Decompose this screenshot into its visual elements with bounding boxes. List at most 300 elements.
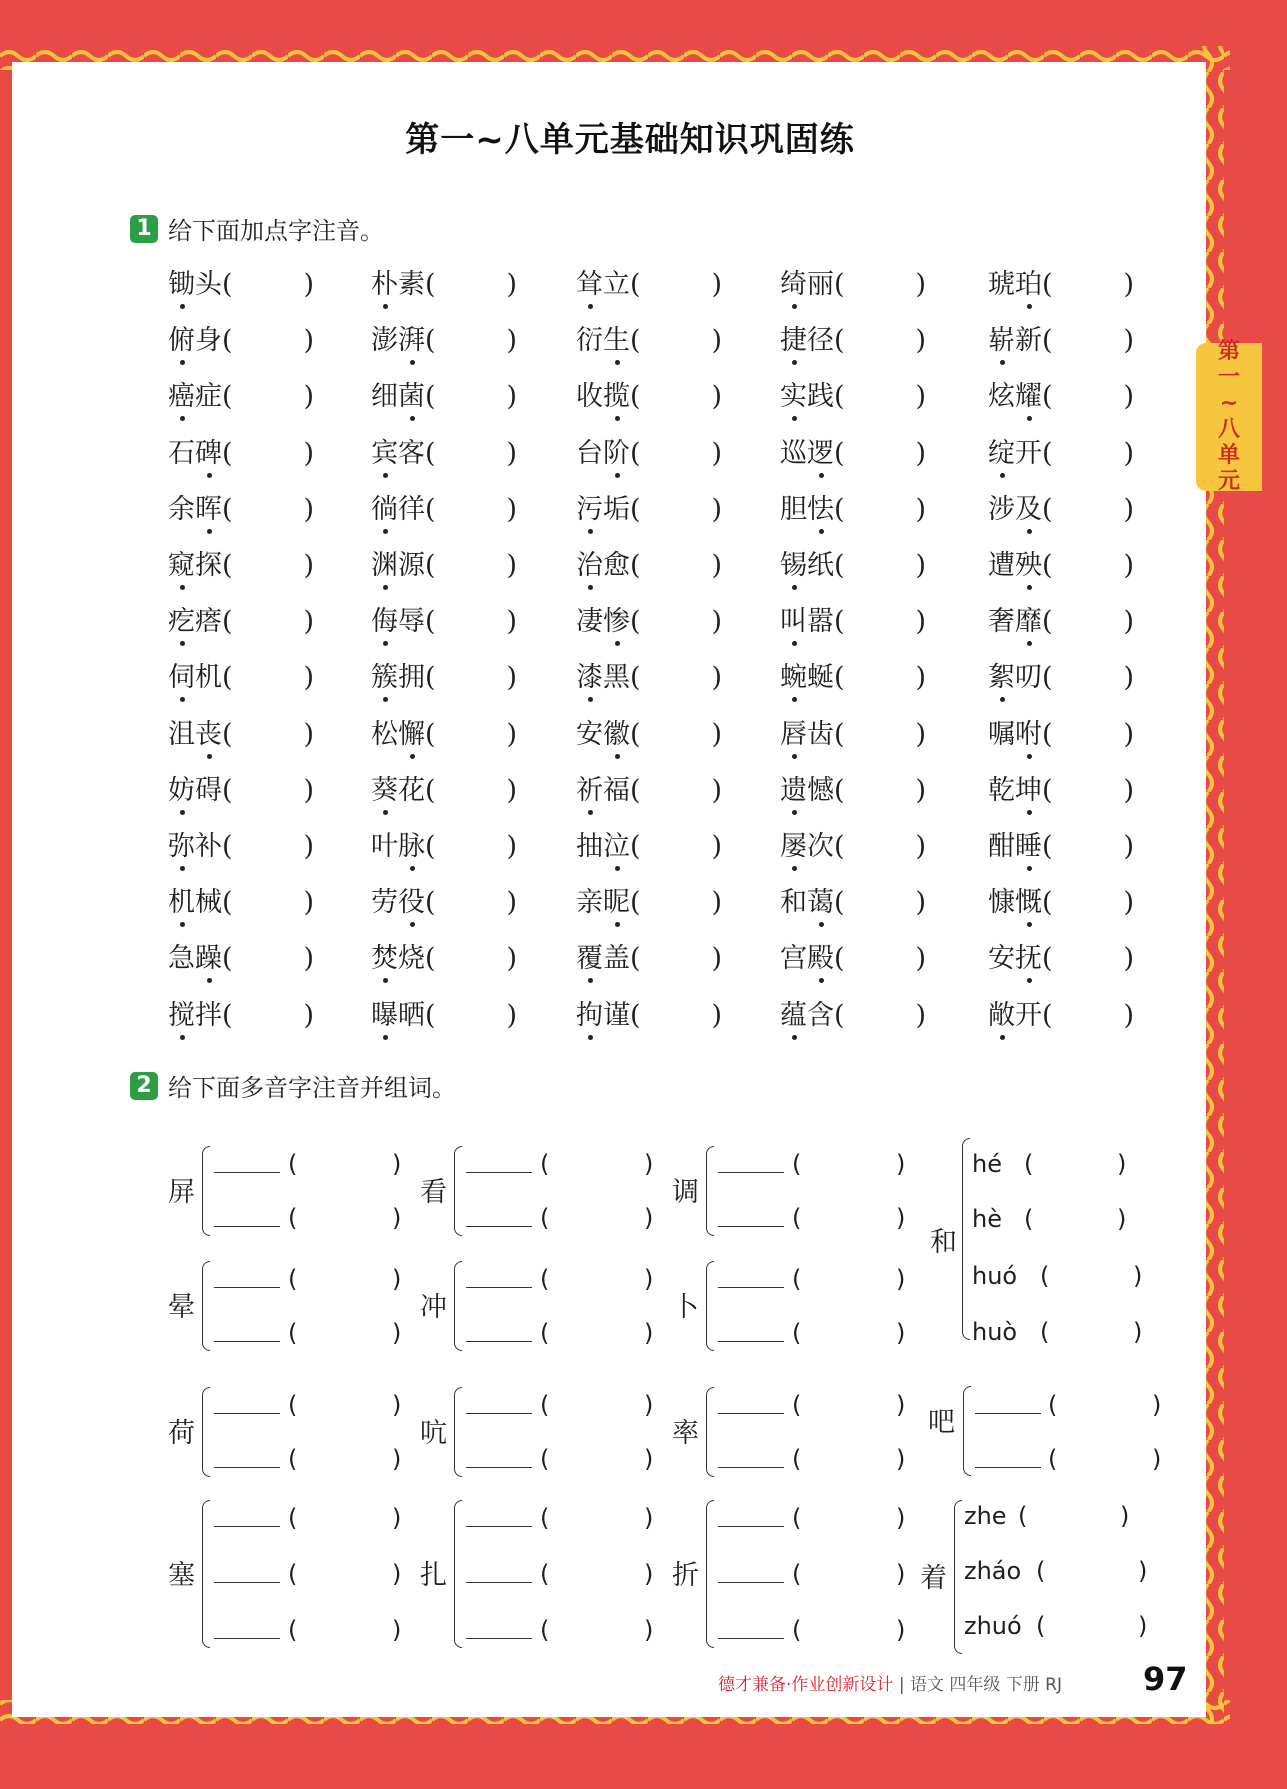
answer-blank[interactable]: ( ) — [1042, 831, 1134, 862]
pinyin-paren-open: ( — [540, 1560, 550, 1588]
pinyin-paren-open: ( — [540, 1391, 550, 1419]
answer-blank[interactable]: ( ) — [630, 719, 722, 750]
pinyin-paren-close: ) — [392, 1150, 402, 1178]
word: 嘱咐 — [988, 718, 1042, 750]
zhe-pinyin: zhuó — [964, 1612, 1022, 1640]
word: 渊源 — [371, 550, 425, 581]
answer-blank[interactable]: ( ) — [1042, 494, 1134, 525]
answer-blank[interactable]: ( ) — [425, 831, 517, 862]
word: 疙瘩 — [168, 606, 222, 638]
word-blank[interactable] — [718, 1341, 784, 1342]
word: 叶脉 — [371, 831, 425, 862]
word-cell — [988, 599, 1134, 638]
page-title: 第一~八单元基础知识巩固练 — [405, 120, 855, 160]
answer-blank[interactable]: ( ) — [425, 719, 517, 750]
word: 机械 — [168, 887, 222, 919]
pinyin-paren-close: ) — [644, 1616, 654, 1644]
section-number: 2 — [130, 1072, 158, 1100]
polyphonic-char: 率 — [672, 1418, 699, 1449]
brace — [454, 1500, 462, 1648]
word: 劳役 — [371, 887, 425, 919]
pinyin-paren-close: ) — [1133, 1318, 1143, 1346]
word-blank[interactable] — [214, 1413, 280, 1414]
word-cell — [988, 936, 1134, 975]
word-cell — [371, 431, 517, 470]
word-cell — [780, 712, 926, 751]
pinyin-paren-close: ) — [644, 1265, 654, 1293]
zhe-pinyin: zháo — [964, 1557, 1022, 1585]
word-blank[interactable] — [718, 1287, 784, 1288]
section-2-heading — [130, 1068, 456, 1103]
brace — [202, 1500, 210, 1648]
pinyin-paren-open: ( — [1036, 1612, 1046, 1640]
pinyin-paren-close: ) — [1152, 1445, 1162, 1473]
word-cell — [168, 880, 314, 919]
brace — [454, 1387, 462, 1477]
word: 妨碍 — [168, 774, 222, 806]
word-row — [168, 487, 1168, 527]
answer-blank[interactable]: ( ) — [222, 1000, 314, 1031]
word-row — [168, 768, 1168, 808]
word: 葵花 — [371, 774, 425, 806]
word-cell — [576, 262, 722, 301]
answer-blank[interactable]: ( ) — [425, 550, 517, 581]
word-cell — [576, 543, 722, 582]
pinyin-paren-close: ) — [644, 1504, 654, 1532]
polyphonic-char: 折 — [672, 1560, 699, 1591]
section-heading-text: 给下面加点字注音。 — [168, 217, 384, 245]
answer-blank[interactable]: ( ) — [222, 887, 314, 918]
word: 收揽 — [576, 381, 630, 413]
word-blank[interactable] — [466, 1226, 532, 1227]
word: 叫嚣 — [780, 606, 834, 638]
answer-blank[interactable]: ( ) — [222, 438, 314, 469]
pinyin-paren-open: ( — [792, 1150, 802, 1178]
answer-blank[interactable]: ( ) — [834, 381, 926, 412]
pinyin-paren-close: ) — [1152, 1391, 1162, 1419]
pinyin-paren-close: ) — [392, 1391, 402, 1419]
answer-blank[interactable]: ( ) — [834, 1000, 926, 1031]
answer-blank[interactable]: ( ) — [1042, 381, 1134, 412]
word: 涉及 — [988, 493, 1042, 525]
answer-blank[interactable]: ( ) — [1042, 1000, 1134, 1031]
word-cell — [988, 655, 1134, 694]
answer-blank[interactable]: ( ) — [630, 494, 722, 525]
word: 污垢 — [576, 493, 630, 525]
word-cell — [988, 262, 1134, 301]
pinyin-paren-open: ( — [1040, 1262, 1050, 1290]
word: 衍生 — [576, 325, 630, 357]
word-cell — [168, 431, 314, 470]
word-blank[interactable] — [718, 1582, 784, 1583]
word-cell — [371, 993, 517, 1032]
answer-blank[interactable]: ( ) — [1042, 325, 1134, 356]
word-cell — [371, 487, 517, 526]
word-cell — [168, 936, 314, 975]
answer-blank[interactable]: ( ) — [425, 1000, 517, 1031]
word-cell — [780, 768, 926, 807]
answer-blank[interactable]: ( ) — [630, 606, 722, 637]
word: 细菌 — [371, 381, 425, 413]
word-cell — [576, 487, 722, 526]
pinyin-paren-open: ( — [1018, 1502, 1028, 1530]
pinyin-paren-close: ) — [896, 1504, 906, 1532]
word: 锄头 — [168, 269, 222, 300]
word: 弥补 — [168, 831, 222, 862]
word-cell — [168, 374, 314, 413]
unit-side-tab: 第 一 ~ 八 单 元 — [1196, 343, 1262, 491]
pinyin-paren-open: ( — [540, 1265, 550, 1293]
word-blank[interactable] — [466, 1413, 532, 1414]
pinyin-paren-close: ) — [896, 1319, 906, 1347]
word-blank[interactable] — [466, 1287, 532, 1288]
word-cell — [371, 712, 517, 751]
pinyin-paren-close: ) — [392, 1445, 402, 1473]
word-cell — [576, 431, 722, 470]
word-cell — [988, 824, 1134, 863]
polyphonic-char: 调 — [672, 1177, 699, 1208]
word-blank[interactable] — [718, 1638, 784, 1639]
answer-blank[interactable]: ( ) — [834, 887, 926, 918]
pinyin-paren-close: ) — [392, 1504, 402, 1532]
word-cell — [780, 824, 926, 863]
answer-blank[interactable]: ( ) — [222, 325, 314, 356]
answer-blank[interactable]: ( ) — [630, 831, 722, 862]
word-blank[interactable] — [466, 1582, 532, 1583]
word: 曝晒 — [371, 999, 425, 1031]
word: 和蔼 — [780, 887, 834, 919]
word-row — [168, 936, 1168, 976]
word-cell — [576, 655, 722, 694]
word-blank[interactable] — [718, 1526, 784, 1527]
answer-blank[interactable]: ( ) — [425, 943, 517, 974]
answer-blank[interactable]: ( ) — [1042, 606, 1134, 637]
answer-blank[interactable]: ( ) — [834, 662, 926, 693]
answer-blank[interactable]: ( ) — [1042, 775, 1134, 806]
word: 琥珀 — [988, 269, 1042, 300]
word-blank[interactable] — [466, 1526, 532, 1527]
answer-blank[interactable]: ( ) — [425, 269, 517, 300]
word-row — [168, 655, 1168, 695]
word-cell — [168, 768, 314, 807]
pinyin-paren-open: ( — [1036, 1557, 1046, 1585]
word-row — [168, 993, 1168, 1033]
word-cell — [576, 374, 722, 413]
word-blank[interactable] — [214, 1582, 280, 1583]
word-row — [168, 880, 1168, 920]
word-blank[interactable] — [466, 1341, 532, 1342]
word-row — [168, 374, 1168, 414]
brace — [202, 1387, 210, 1477]
answer-blank[interactable]: ( ) — [222, 269, 314, 300]
pinyin-paren-close: ) — [896, 1265, 906, 1293]
word: 搅拌 — [168, 999, 222, 1031]
word-cell — [371, 374, 517, 413]
word-row — [168, 318, 1168, 358]
word-cell — [371, 936, 517, 975]
word: 蜿蜒 — [780, 662, 834, 694]
word-row — [168, 824, 1168, 864]
word: 癌症 — [168, 381, 222, 413]
word-cell — [576, 936, 722, 975]
polyphonic-char: 荷 — [168, 1418, 195, 1449]
pinyin-paren-close: ) — [644, 1560, 654, 1588]
answer-blank[interactable]: ( ) — [834, 438, 926, 469]
pinyin-paren-close: ) — [392, 1560, 402, 1588]
answer-blank[interactable]: ( ) — [222, 381, 314, 412]
word-blank[interactable] — [466, 1467, 532, 1468]
page-number: 97 — [1143, 1660, 1188, 1698]
word: 酣睡 — [988, 831, 1042, 862]
word-cell — [576, 712, 722, 751]
polyphonic-char: 塞 — [168, 1560, 195, 1591]
polyphonic-char: 晕 — [168, 1292, 195, 1323]
word-cell — [780, 431, 926, 470]
pinyin-paren-open: ( — [540, 1445, 550, 1473]
answer-blank[interactable]: ( ) — [834, 269, 926, 300]
answer-blank[interactable]: ( ) — [222, 831, 314, 862]
pinyin-paren-open: ( — [288, 1150, 298, 1178]
brace — [454, 1146, 462, 1236]
answer-blank[interactable]: ( ) — [834, 775, 926, 806]
answer-blank[interactable]: ( ) — [425, 887, 517, 918]
word-cell — [168, 543, 314, 582]
pinyin-paren-close: ) — [644, 1319, 654, 1347]
answer-blank[interactable]: ( ) — [425, 381, 517, 412]
answer-blank[interactable]: ( ) — [425, 438, 517, 469]
word-blank[interactable] — [214, 1172, 280, 1173]
word-blank[interactable] — [466, 1638, 532, 1639]
word: 胆怯 — [780, 493, 834, 525]
answer-blank[interactable]: ( ) — [834, 550, 926, 581]
word-row — [168, 543, 1168, 583]
word-cell — [780, 655, 926, 694]
word-cell — [780, 880, 926, 919]
answer-blank[interactable]: ( ) — [425, 494, 517, 525]
word-blank[interactable] — [214, 1226, 280, 1227]
word: 唇齿 — [780, 718, 834, 750]
word-cell — [371, 880, 517, 919]
word-cell — [988, 543, 1134, 582]
word: 伺机 — [168, 662, 222, 694]
word-blank[interactable] — [214, 1287, 280, 1288]
answer-blank[interactable]: ( ) — [1042, 943, 1134, 974]
answer-blank[interactable]: ( ) — [630, 662, 722, 693]
answer-blank[interactable]: ( ) — [1042, 550, 1134, 581]
word: 漆黑 — [576, 662, 630, 694]
answer-blank[interactable]: ( ) — [222, 719, 314, 750]
answer-blank[interactable]: ( ) — [222, 550, 314, 581]
polyphonic-char: 吭 — [420, 1418, 447, 1449]
brace — [706, 1261, 714, 1351]
answer-blank[interactable]: ( ) — [222, 943, 314, 974]
answer-blank[interactable]: ( ) — [425, 775, 517, 806]
pinyin-paren-open: ( — [288, 1391, 298, 1419]
word: 巡逻 — [780, 437, 834, 469]
zhe-pinyin: zhe — [964, 1502, 1007, 1530]
word-cell — [371, 318, 517, 357]
answer-blank[interactable]: ( ) — [630, 269, 722, 300]
word-cell — [371, 824, 517, 863]
answer-blank[interactable]: ( ) — [834, 325, 926, 356]
word: 拘谨 — [576, 999, 630, 1031]
word-blank[interactable] — [975, 1413, 1041, 1414]
word: 绽开 — [988, 437, 1042, 469]
pinyin-paren-open: ( — [792, 1391, 802, 1419]
word-cell — [168, 262, 314, 301]
answer-blank[interactable]: ( ) — [1042, 719, 1134, 750]
word: 窥探 — [168, 550, 222, 581]
word-cell — [780, 262, 926, 301]
footer — [718, 1670, 1062, 1695]
answer-blank[interactable]: ( ) — [1042, 662, 1134, 693]
brace — [962, 1138, 970, 1340]
word-cell — [988, 431, 1134, 470]
pinyin-paren-close: ) — [1138, 1557, 1148, 1585]
word-cell — [371, 262, 517, 301]
word-cell — [576, 824, 722, 863]
word-cell — [988, 712, 1134, 751]
answer-blank[interactable]: ( ) — [834, 719, 926, 750]
word: 蕴含 — [780, 999, 834, 1031]
answer-blank[interactable]: ( ) — [630, 887, 722, 918]
word: 遭殃 — [988, 550, 1042, 581]
answer-blank[interactable]: ( ) — [630, 775, 722, 806]
answer-blank[interactable]: ( ) — [1042, 438, 1134, 469]
word: 治愈 — [576, 550, 630, 581]
answer-blank[interactable]: ( ) — [1042, 887, 1134, 918]
pinyin-paren-close: ) — [896, 1445, 906, 1473]
word: 奢靡 — [988, 606, 1042, 638]
answer-blank[interactable]: ( ) — [834, 606, 926, 637]
pinyin-paren-open: ( — [288, 1616, 298, 1644]
polyphonic-char-zhe: 着 — [920, 1563, 947, 1594]
word-blank[interactable] — [975, 1467, 1041, 1468]
word: 澎湃 — [371, 325, 425, 357]
word-cell — [371, 543, 517, 582]
answer-blank[interactable]: ( ) — [222, 494, 314, 525]
word-blank[interactable] — [466, 1172, 532, 1173]
word-cell — [780, 487, 926, 526]
word-blank[interactable] — [718, 1226, 784, 1227]
word-cell — [576, 599, 722, 638]
pinyin-paren-open: ( — [288, 1445, 298, 1473]
word: 朴素 — [371, 269, 425, 300]
pinyin-paren-close: ) — [1117, 1205, 1127, 1233]
word-blank[interactable] — [214, 1526, 280, 1527]
pinyin-paren-open: ( — [1048, 1445, 1058, 1473]
polyphonic-char: 扎 — [420, 1560, 447, 1591]
word: 炫耀 — [988, 381, 1042, 413]
word-blank[interactable] — [214, 1638, 280, 1639]
pinyin-paren-open: ( — [1040, 1318, 1050, 1346]
word-cell — [988, 374, 1134, 413]
word: 实践 — [780, 381, 834, 413]
word-cell — [168, 655, 314, 694]
word: 绮丽 — [780, 269, 834, 300]
word: 亲昵 — [576, 887, 630, 919]
pinyin-paren-open: ( — [792, 1616, 802, 1644]
word-cell — [988, 768, 1134, 807]
word-cell — [988, 993, 1134, 1032]
answer-blank[interactable]: ( ) — [630, 381, 722, 412]
pinyin-paren-close: ) — [896, 1204, 906, 1232]
word-cell — [168, 712, 314, 751]
word: 抽泣 — [576, 831, 630, 862]
brace — [954, 1500, 962, 1654]
word-cell — [576, 880, 722, 919]
answer-blank[interactable]: ( ) — [834, 943, 926, 974]
word: 急躁 — [168, 943, 222, 975]
pinyin-paren-open: ( — [792, 1204, 802, 1232]
word: 宾客 — [371, 437, 425, 469]
footer-separator: | — [898, 1675, 905, 1695]
polyphonic-char: 屏 — [168, 1177, 195, 1208]
word: 俯身 — [168, 325, 222, 357]
pinyin-paren-open: ( — [792, 1319, 802, 1347]
answer-blank[interactable]: ( ) — [630, 438, 722, 469]
pinyin-paren-open: ( — [288, 1504, 298, 1532]
word-blank[interactable] — [214, 1341, 280, 1342]
pinyin-paren-open: ( — [288, 1560, 298, 1588]
answer-blank[interactable]: ( ) — [834, 494, 926, 525]
pinyin-paren-open: ( — [288, 1204, 298, 1232]
answer-blank[interactable]: ( ) — [834, 831, 926, 862]
answer-blank[interactable]: ( ) — [222, 606, 314, 637]
pinyin-paren-open: ( — [792, 1265, 802, 1293]
answer-blank[interactable]: ( ) — [425, 662, 517, 693]
pinyin-paren-close: ) — [1117, 1150, 1127, 1178]
word-blank[interactable] — [718, 1413, 784, 1414]
brace — [454, 1261, 462, 1351]
he-pinyin: huò — [972, 1318, 1018, 1346]
polyphonic-char: 冲 — [420, 1292, 447, 1323]
word-blank[interactable] — [718, 1172, 784, 1173]
answer-blank[interactable]: ( ) — [425, 606, 517, 637]
word: 捷径 — [780, 325, 834, 357]
word: 慷慨 — [988, 887, 1042, 919]
word-cell — [576, 768, 722, 807]
word-cell — [780, 936, 926, 975]
pinyin-paren-open: ( — [792, 1445, 802, 1473]
word-blank[interactable] — [214, 1467, 280, 1468]
word-blank[interactable] — [718, 1467, 784, 1468]
pinyin-paren-close: ) — [644, 1391, 654, 1419]
answer-blank[interactable]: ( ) — [630, 943, 722, 974]
pinyin-paren-close: ) — [392, 1616, 402, 1644]
answer-blank[interactable]: ( ) — [222, 775, 314, 806]
pinyin-paren-close: ) — [1133, 1262, 1143, 1290]
pinyin-paren-close: ) — [896, 1616, 906, 1644]
word: 絮叨 — [988, 662, 1042, 694]
pinyin-paren-close: ) — [896, 1560, 906, 1588]
pinyin-paren-close: ) — [392, 1265, 402, 1293]
footer-info: 语文 四年级 下册 RJ — [909, 1675, 1062, 1695]
brace — [202, 1261, 210, 1351]
polyphonic-char-ba: 吧 — [928, 1407, 955, 1438]
answer-blank[interactable]: ( ) — [630, 550, 722, 581]
word-cell — [168, 487, 314, 526]
answer-blank[interactable]: ( ) — [630, 325, 722, 356]
answer-blank[interactable]: ( ) — [222, 662, 314, 693]
answer-blank[interactable]: ( ) — [630, 1000, 722, 1031]
answer-blank[interactable]: ( ) — [425, 325, 517, 356]
brace — [202, 1146, 210, 1236]
pinyin-paren-open: ( — [288, 1319, 298, 1347]
answer-blank[interactable]: ( ) — [1042, 269, 1134, 300]
word: 松懈 — [371, 718, 425, 750]
word-cell — [371, 599, 517, 638]
